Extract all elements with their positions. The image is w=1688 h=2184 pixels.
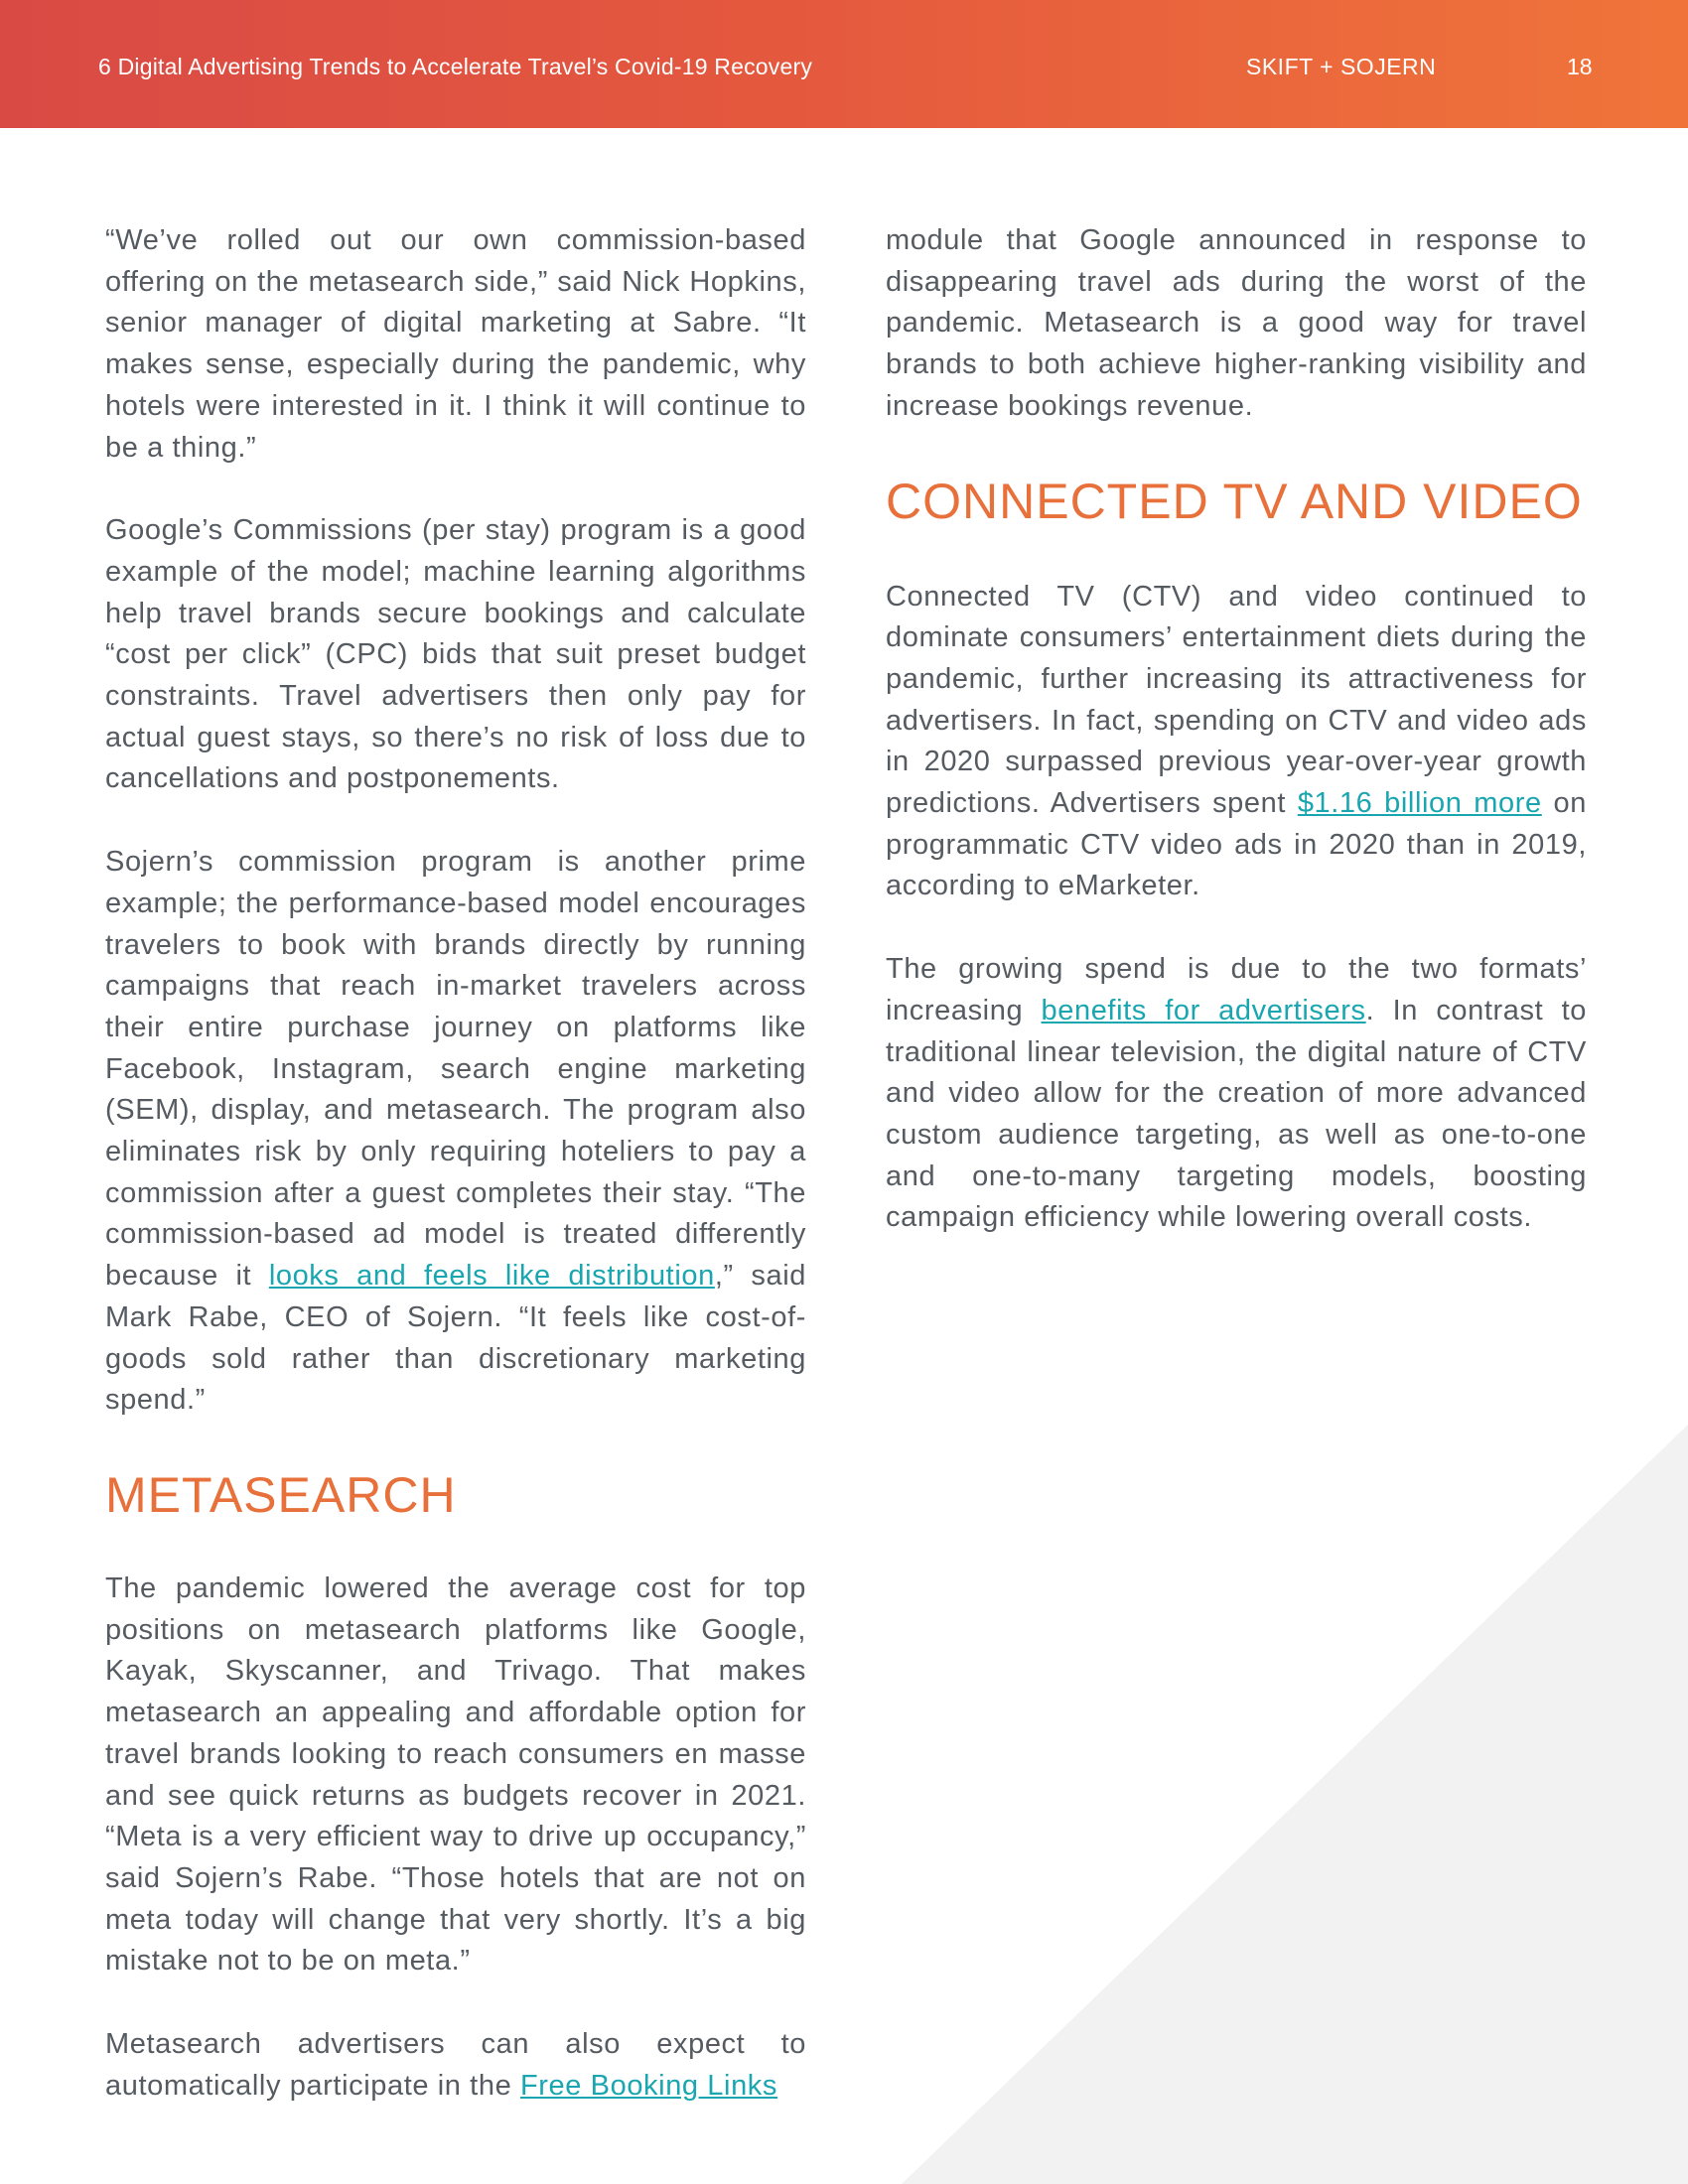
benefits-for-advertisers-link[interactable]: benefits for advertisers: [1041, 994, 1366, 1026]
paragraph-google-module: module that Google announced in response to disappearing travel ads during the worst of the pandemic. Metasearch is a good way for travel brands to both achieve higher-ranking visibility and increase bookings revenue.: [886, 224, 1587, 422]
paragraph-hopkins-quote: “We’ve rolled out our own commission-based offering on the metasearch side,” said Nick Hopkins, senior manager of digital marketing at Sabre. “It makes sense, especially during the pandemic, why hotels were interested in it. I think it will continue to be a thing.”: [105, 224, 806, 464]
paragraph-text: ,” said Mark Rabe, CEO of Sojern. “It feels like cost-of-goods sold rather than discretionary marketing spend.”: [105, 1260, 806, 1417]
right-column: [886, 220, 1587, 1281]
free-booking-links-link[interactable]: Free Booking Links: [519, 2069, 778, 2102]
paragraph-text: The growing spend is due to the two formats’ increasing: [886, 953, 1587, 1026]
paragraph-google-commissions: Google’s Commissions (per stay) program is a good example of the model; machine learning algorithms help travel brands secure bookings and calculate “cost per click” (CPC) bids that suit preset budget constraints. Travel advertisers then only pay for actual guest stays, so there’s no risk of loss due to cancellations and postponements.: [105, 514, 806, 795]
paragraph-text: Sojern’s commission program is another prime example; the performance-based model encourages travelers to book with brands directly by running campaigns that reach in-market travelers across their entire purchase journey on platforms like Facebook, Instagram, search engine marketing (SEM), display, and metasearch. The program also eliminates risk by only requiring hoteliers to pay a commission after a guest completes their stay. “The commission-based ad model is treated differently because it: [105, 846, 806, 1293]
paragraph-metasearch-costs: The pandemic lowered the average cost for top positions on metasearch platforms like Google, Kayak, Skyscanner, and Trivago. That makes metasearch an appealing and affordable option for travel brands looking to reach consumers en masse and see quick returns as budgets recover in 2021. “Meta is a very efficient way to drive up occupancy,” said Sojern’s Rabe. “Those hotels that are not on meta today will change that very shortly. It’s a big mistake not to be on meta.”: [105, 1571, 806, 1978]
connected-tv-heading: CONNECTED TV AND VIDEO: [886, 473, 1583, 529]
document-title: 6 Digital Advertising Trends to Accelerate Travel’s Covid-19 Recovery: [98, 54, 813, 79]
looks-and-feels-like-distribution-link[interactable]: looks and feels like distribution: [268, 1260, 715, 1293]
paragraph-text: Connected TV (CTV) and video continued to dominate consumers’ entertainment diets during the pandemic, further increasing its attractiveness for advertisers. In fact, spending on CTV and video ads in 2020 surpassed previous year-over-year growth predictions. Advertisers spent: [886, 580, 1587, 820]
paragraph-free-booking-links: [105, 2024, 806, 2107]
metasearch-heading: METASEARCH: [105, 1466, 457, 1523]
paragraph-growing-spend: [886, 949, 1587, 1239]
left-column: [105, 220, 806, 2148]
paragraph-sojern-commission: [105, 842, 806, 1422]
billion-more-link[interactable]: $1.16 billion more: [1297, 787, 1542, 820]
brand-label: SKIFT + SOJERN: [1246, 54, 1437, 79]
paragraph-text: . In contrast to traditional linear television, the digital nature of CTV and video allow for the creation of more advanced custom audience targeting, as well as one-to-one and one-to-many targeting models, boosting campaign efficiency while lowering overall costs.: [886, 994, 1587, 1234]
paragraph-ctv-spending: [886, 577, 1587, 908]
paragraph-text: Metasearch advertisers can also expect to automatically participate in the: [105, 2028, 806, 2102]
page-number: 18: [1567, 54, 1593, 79]
page-header: [0, 0, 1688, 128]
paragraph-text: on programmatic CTV video ads in 2020 than in 2019, according to eMarketer.: [886, 787, 1587, 902]
